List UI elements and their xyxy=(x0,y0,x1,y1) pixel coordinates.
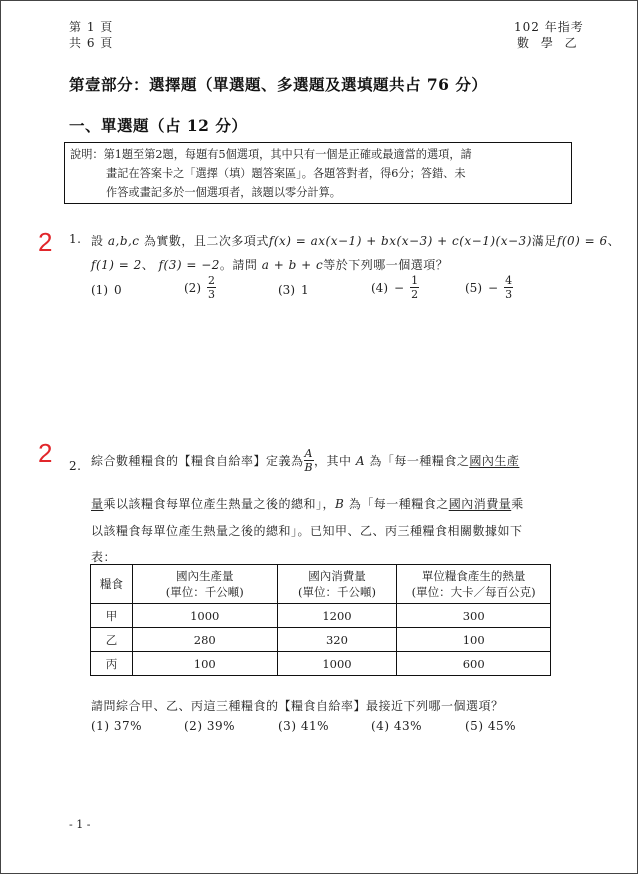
q2-line-1: 綜合數種糧食的【糧食自給率】定義為 $\frac{A}{B}$ ，其中 A 為「每一種糧食之 國內生產 xyxy=(91,447,520,474)
cell-production: 100 xyxy=(132,652,277,676)
fraction: $\frac{1}{2}$ xyxy=(411,274,419,301)
fraction: $\frac{4}{3}$ xyxy=(505,274,513,301)
cell-production: 1000 xyxy=(132,604,277,628)
q2-option-4: (4) 43% xyxy=(371,719,422,733)
table-row xyxy=(91,652,551,676)
q2-option-5: (5) 45% xyxy=(465,719,516,733)
food-data-table xyxy=(90,564,551,676)
instructions-line-2: 畫記在答案卡之「選擇（填）題答案區」。各題答對者，得6分；答錯、未 xyxy=(106,167,466,180)
q2-option-1: (1) 37% xyxy=(91,719,142,733)
page-footer: - 1 - xyxy=(69,818,91,831)
cell-heat: 600 xyxy=(397,652,551,676)
header-production: 國內生產量 (單位：千公噸) xyxy=(132,565,277,604)
instructions-line-1: 說明：第1題至第2題，每題有5個選項，其中只有一個是正確或最適當的選項，請 xyxy=(70,148,472,161)
q1-option-1: (1) 0 xyxy=(91,283,122,297)
q1-option-2: (2) $\frac{2}{3}$ xyxy=(184,274,215,301)
fraction: $\frac{2}{3}$ xyxy=(208,274,215,301)
instructions-box xyxy=(64,142,572,204)
total-pages: 共 6 頁 xyxy=(69,36,114,50)
cell-food: 乙 xyxy=(91,628,133,652)
cell-production: 280 xyxy=(132,628,277,652)
score-mark-q2: 2 xyxy=(38,438,53,468)
cell-consumption: 1200 xyxy=(277,604,397,628)
q1-line-2: f(1) = 2、 f(3) = −2。請問 a + b + c等於下列哪一個選項？ xyxy=(91,258,449,272)
cell-heat: 100 xyxy=(397,628,551,652)
cell-food: 丙 xyxy=(91,652,133,676)
q1-number: 1. xyxy=(69,232,82,246)
cell-consumption: 320 xyxy=(277,628,397,652)
q1-option-3: (3) 1 xyxy=(278,283,309,297)
q2-line-2: 量乘以該糧食每單位產生熱量之後的總和」，B 為「每一種糧食之國內消費量乘 xyxy=(91,497,524,511)
header-food: 糧食 xyxy=(91,565,133,604)
table-row xyxy=(91,628,551,652)
page-number: 第 1 頁 xyxy=(69,20,114,34)
cell-consumption: 1000 xyxy=(277,652,397,676)
exam-name: 102 年指考 xyxy=(514,20,584,34)
cell-food: 甲 xyxy=(91,604,133,628)
q1-option-5: (5) − $\frac{4}{3}$ xyxy=(465,274,513,301)
q2-line-3: 以該糧食每單位產生熱量之後的總和」。已知甲、乙、丙三種糧食相關數據如下 xyxy=(91,524,523,538)
section-title: 一、單選題（占 12 分） xyxy=(69,116,248,135)
table-row xyxy=(91,604,551,628)
q2-option-2: (2) 39% xyxy=(184,719,235,733)
instructions-line-3: 作答或畫記多於一個選項者，該題以零分計算。 xyxy=(106,186,341,199)
q1-option-4: (4) − $\frac{1}{2}$ xyxy=(371,274,419,301)
header-consumption: 國內消費量 (單位：千公噸) xyxy=(277,565,397,604)
score-mark-q1: 2 xyxy=(38,227,53,257)
part-title: 第壹部分：選擇題（單選題、多選題及選填題共占 76 分） xyxy=(69,75,488,94)
header-heat: 單位糧食產生的熱量 (單位：大卡／每百公克) xyxy=(397,565,551,604)
table-header-row xyxy=(91,565,551,604)
q2-question: 請問綜合甲、乙、丙這三種糧食的【糧食自給率】最接近下列哪一個選項？ xyxy=(91,699,504,713)
fraction: $\frac{A}{B}$ xyxy=(304,447,314,474)
q2-option-3: (3) 41% xyxy=(278,719,329,733)
subject-name: 數 學 乙 xyxy=(517,36,581,50)
q2-line-4: 表： xyxy=(91,550,117,564)
q2-number: 2. xyxy=(69,459,82,473)
cell-heat: 300 xyxy=(397,604,551,628)
q1-line-1: 設 a,b,c 為實數，且二次多項式f(x) = ax(x−1) + bx(x−3) + c(x−1)(x−3)滿足f(0) = 6、 xyxy=(91,234,621,248)
